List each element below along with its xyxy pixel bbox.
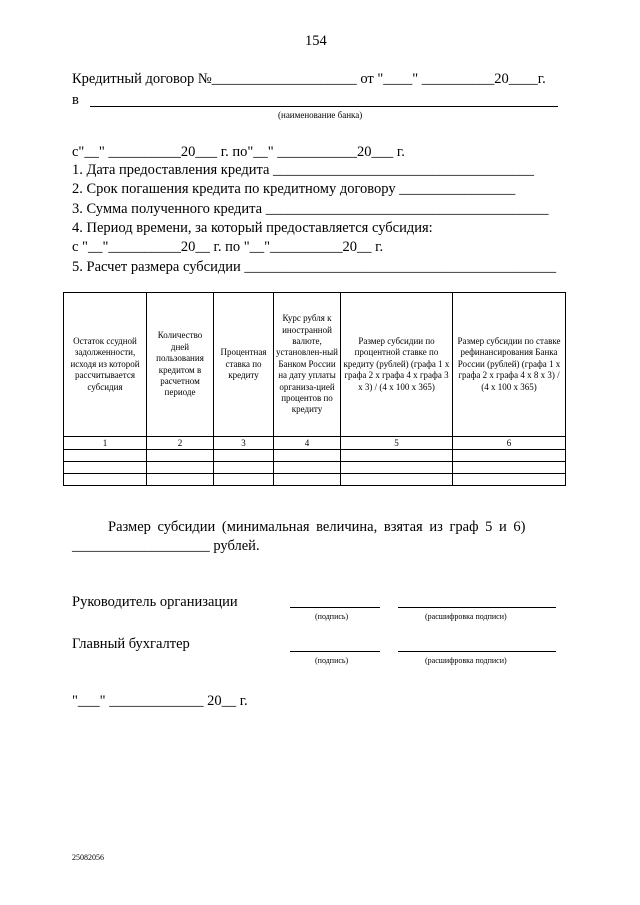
accountant-decoding-line <box>398 651 556 652</box>
item-5: 5. Расчет размера субсидии ___________________________________________ <box>72 259 557 275</box>
head-decoding-caption: (расшифровка подписи) <box>425 612 507 621</box>
head-signature-line <box>290 607 380 608</box>
column-number: 1 <box>64 437 147 450</box>
table-cell <box>214 474 274 486</box>
item-2: 2. Срок погашения кредита по кредитному договору ________________ <box>72 181 516 197</box>
table-cell <box>274 462 341 474</box>
table-row <box>64 450 566 462</box>
table-cell <box>453 462 566 474</box>
table-cell <box>64 462 147 474</box>
column-number: 6 <box>453 437 566 450</box>
page-number: 154 <box>305 33 327 49</box>
header-col-5: Размер субсидии по процентной ставке по кредиту (рублей) (графа 1 х графа 2 х графа 4 х графа 3 х 3) / (4 х 100 х 365) <box>341 293 453 437</box>
accountant-signature-caption: (подпись) <box>315 656 349 665</box>
header-col-4: Курс рубля к иностранной валюте, установлен-ный Банком России на дату уплаты организа-цией процентов по кредиту <box>274 293 341 437</box>
period-line: с"__" __________20___ г. по"__" ___________20___ г. <box>72 144 405 160</box>
contract-line: Кредитный договор №____________________ от "____" __________20____г. <box>72 71 546 87</box>
table-cell <box>147 450 214 462</box>
column-number: 2 <box>147 437 214 450</box>
item-1: 1. Дата предоставления кредита ____________________________________ <box>72 162 535 178</box>
accountant-signature-line <box>290 651 380 652</box>
table-cell <box>341 474 453 486</box>
table-row <box>64 474 566 486</box>
bank-prefix: в <box>72 92 79 108</box>
head-label: Руководитель организации <box>72 594 238 610</box>
table-cell <box>453 450 566 462</box>
table-cell <box>341 450 453 462</box>
accountant-label: Главный бухгалтер <box>72 636 190 652</box>
item-4-period: с "__"__________20__ г. по "__"__________20__ г. <box>72 239 384 255</box>
table-cell <box>64 474 147 486</box>
date-line: "___" _____________ 20__ г. <box>72 693 248 709</box>
item-4: 4. Период времени, за который предоставляется субсидия: <box>72 220 433 236</box>
column-number-row <box>64 437 566 450</box>
table-cell <box>453 474 566 486</box>
accountant-decoding-caption: (расшифровка подписи) <box>425 656 507 665</box>
bank-name-line <box>90 106 558 107</box>
header-col-1: Остаток ссудной задолженности, исходя из которой рассчитывается субсидия <box>64 293 147 437</box>
header-col-3: Процентная ставка по кредиту <box>214 293 274 437</box>
head-decoding-line <box>398 607 556 608</box>
footer-code: 25082056 <box>72 853 104 862</box>
header-col-2: Количество дней пользования кредитом в расчетном периоде <box>147 293 214 437</box>
table-cell <box>274 474 341 486</box>
table-cell <box>341 462 453 474</box>
subsidy-amount-line: ___________________ рублей. <box>72 538 260 554</box>
bank-caption: (наименование банка) <box>278 110 363 120</box>
head-signature-caption: (подпись) <box>315 612 349 621</box>
subsidy-table <box>63 292 566 486</box>
column-number: 5 <box>341 437 453 450</box>
table-row <box>64 462 566 474</box>
header-col-6: Размер субсидии по ставке рефинансирования Банка России (рублей) (графа 1 х графа 2 х графа 4 х 8 х 3) / (4 х 100 х 365) <box>453 293 566 437</box>
item-3: 3. Сумма полученного кредита _______________________________________ <box>72 201 549 217</box>
subsidy-amount-text: Размер субсидии (минимальная величина, взятая из граф 5 и 6) <box>108 519 526 535</box>
table-cell <box>147 474 214 486</box>
column-number: 4 <box>274 437 341 450</box>
table-cell <box>147 462 214 474</box>
table-cell <box>214 462 274 474</box>
table-cell <box>64 450 147 462</box>
column-number: 3 <box>214 437 274 450</box>
table-header-row <box>64 293 566 437</box>
table-cell <box>214 450 274 462</box>
table-cell <box>274 450 341 462</box>
